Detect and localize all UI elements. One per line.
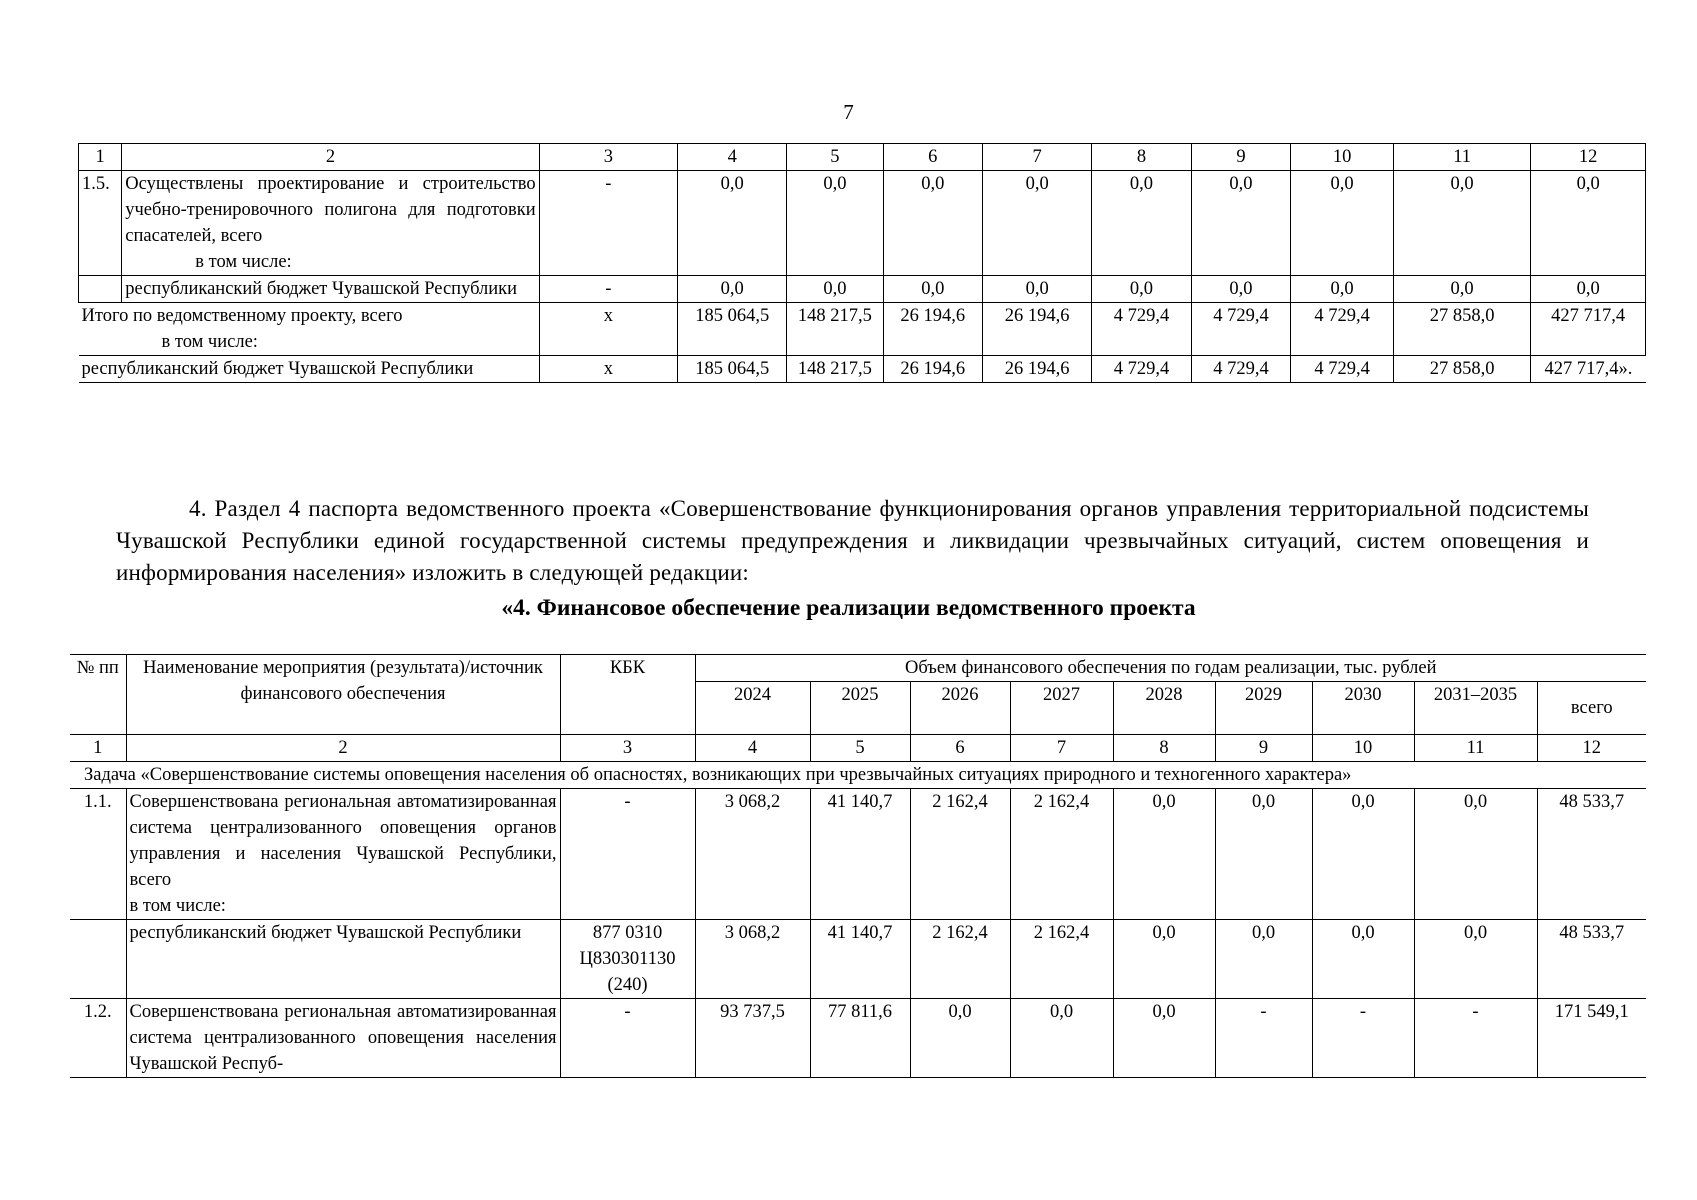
value-cell: - <box>1414 999 1537 1078</box>
value-cell: 0,0 <box>1191 171 1290 276</box>
value-cell: 0,0 <box>1092 171 1191 276</box>
col-number: 2 <box>122 144 539 171</box>
col-number: 1 <box>79 144 122 171</box>
section-title: «4. Финансовое обеспечение реализации ведомственного проекта <box>501 595 1196 621</box>
value-cell: 0,0 <box>678 276 787 303</box>
value-cell: 2 162,4 <box>910 920 1010 999</box>
row-number: 1.5. <box>79 171 122 276</box>
value-cell: 0,0 <box>1531 276 1646 303</box>
value-cell: 4 729,4 <box>1092 303 1191 356</box>
value-cell: 2 162,4 <box>1010 789 1113 920</box>
row-name: республиканский бюджет Чувашской Республики <box>126 920 560 999</box>
value-cell: 4 729,4 <box>1291 303 1394 356</box>
row-name: Совершенствована региональная автоматизированная система централизованного оповещения населения Чувашской Респуб- <box>126 999 560 1078</box>
value-cell: 26 194,6 <box>983 303 1092 356</box>
table-row <box>70 789 1646 920</box>
value-cell: 0,0 <box>983 276 1092 303</box>
header-name: Наименование мероприятия (результата)/источник финансового обеспечения <box>126 655 560 735</box>
value-cell: 3 068,2 <box>695 789 810 920</box>
value-cell: 3 068,2 <box>695 920 810 999</box>
kbk-cell: - <box>560 999 695 1078</box>
total-budget-row <box>79 356 1646 383</box>
kbk-cell: х <box>539 303 677 356</box>
header-year: 2026 <box>910 682 1010 735</box>
row-number: 1.2. <box>70 999 126 1078</box>
value-cell: 0,0 <box>1414 789 1537 920</box>
table-row <box>70 999 1646 1078</box>
value-cell: - <box>1312 999 1414 1078</box>
value-cell: 93 737,5 <box>695 999 810 1078</box>
value-cell: 0,0 <box>787 171 883 276</box>
value-cell: 171 549,1 <box>1537 999 1646 1078</box>
value-cell: 0,0 <box>1414 920 1537 999</box>
page-number: 7 <box>843 100 854 124</box>
col-number: 4 <box>678 144 787 171</box>
amendment-paragraph: 4. Раздел 4 паспорта ведомственного проекта «Совершенствование функционирования органов управления территориальной подсистемы Чувашской Республики единой государственной системы предупреждения и ликвидации чрезвычайных ситуаций, систем оповещения и информирования населения» изложить в следующей редакции: <box>116 496 1589 585</box>
row-name-sub: в том числе: <box>129 896 226 916</box>
col-number: 8 <box>1113 735 1215 762</box>
header-year: 2025 <box>810 682 910 735</box>
total-label-sub: в том числе: <box>161 332 258 352</box>
value-cell: 48 533,7 <box>1537 920 1646 999</box>
task-row <box>70 762 1646 789</box>
value-cell: 4 729,4 <box>1092 356 1191 383</box>
header-year: 2027 <box>1010 682 1113 735</box>
row-name-text: Совершенствована региональная автоматизированная система централизованного оповещения органов управления и населения Чувашской Республики, всего <box>129 792 557 890</box>
value-cell: 0,0 <box>1113 920 1215 999</box>
value-cell: 0,0 <box>1215 789 1312 920</box>
col-number: 12 <box>1531 144 1646 171</box>
table-row <box>79 171 1646 276</box>
value-cell: 2 162,4 <box>1010 920 1113 999</box>
value-cell: 27 858,0 <box>1393 303 1530 356</box>
value-cell: 148 217,5 <box>787 356 883 383</box>
value-cell: 0,0 <box>1113 789 1215 920</box>
col-number: 7 <box>1010 735 1113 762</box>
header-kbk: КБК <box>560 655 695 735</box>
row-number <box>70 920 126 999</box>
col-number: 12 <box>1537 735 1646 762</box>
value-cell: 0,0 <box>1531 171 1646 276</box>
value-cell: 427 717,4 <box>1531 303 1646 356</box>
value-cell: 4 729,4 <box>1191 356 1290 383</box>
col-number: 1 <box>70 735 126 762</box>
row-name-text: Осуществлены проектирование и строительство учебно-тренировочного полигона для подготовки спасателей, всего <box>125 174 536 246</box>
value-cell: 0,0 <box>1092 276 1191 303</box>
value-cell: 0,0 <box>1191 276 1290 303</box>
row-name <box>122 171 539 276</box>
value-cell: 77 811,6 <box>810 999 910 1078</box>
col-number: 8 <box>1092 144 1191 171</box>
col-number: 4 <box>695 735 810 762</box>
row-name-sub: в том числе: <box>195 252 292 272</box>
value-cell: 0,0 <box>1291 171 1394 276</box>
total-label-text: Итого по ведомственному проекту, всего <box>81 306 403 326</box>
value-cell: - <box>1215 999 1312 1078</box>
col-number: 7 <box>983 144 1092 171</box>
col-number: 2 <box>126 735 560 762</box>
column-number-row <box>70 735 1646 762</box>
total-budget-label: республиканский бюджет Чувашской Республики <box>79 356 540 383</box>
value-cell: 41 140,7 <box>810 920 910 999</box>
value-cell: 0,0 <box>1113 999 1215 1078</box>
value-cell: 2 162,4 <box>910 789 1010 920</box>
total-label <box>79 303 540 356</box>
col-number: 10 <box>1312 735 1414 762</box>
value-cell: 0,0 <box>910 999 1010 1078</box>
row-name <box>126 789 560 920</box>
col-number: 3 <box>539 144 677 171</box>
kbk-cell: х <box>539 356 677 383</box>
header-year: 2024 <box>695 682 810 735</box>
value-cell: 0,0 <box>1393 276 1530 303</box>
value-cell: 0,0 <box>883 276 982 303</box>
task-title: Задача «Совершенствование системы оповещения населения об опасностях, возникающих при чрезвычайных ситуациях природного и техногенного характера» <box>70 762 1646 789</box>
kbk-cell: - <box>539 171 677 276</box>
row-name: республиканский бюджет Чувашской Республики <box>122 276 539 303</box>
header-year: 2031–2035 <box>1414 682 1537 735</box>
row-number <box>79 276 122 303</box>
col-number: 5 <box>787 144 883 171</box>
table-row <box>79 276 1646 303</box>
value-cell: 41 140,7 <box>810 789 910 920</box>
value-cell: 185 064,5 <box>678 356 787 383</box>
total-row <box>79 303 1646 356</box>
value-cell: 0,0 <box>983 171 1092 276</box>
header-total: всего <box>1537 682 1646 735</box>
col-number: 11 <box>1393 144 1530 171</box>
col-number: 9 <box>1215 735 1312 762</box>
kbk-cell: 877 0310 Ц830301130 (240) <box>560 920 695 999</box>
value-cell: 0,0 <box>1291 276 1394 303</box>
header-year: 2028 <box>1113 682 1215 735</box>
value-cell: 4 729,4 <box>1291 356 1394 383</box>
value-cell: 0,0 <box>787 276 883 303</box>
value-cell: 0,0 <box>1215 920 1312 999</box>
col-number: 10 <box>1291 144 1394 171</box>
column-number-row <box>79 144 1646 171</box>
value-cell: 0,0 <box>883 171 982 276</box>
value-cell: 48 533,7 <box>1537 789 1646 920</box>
value-cell: 26 194,6 <box>883 303 982 356</box>
value-cell: 0,0 <box>1393 171 1530 276</box>
row-number: 1.1. <box>70 789 126 920</box>
value-cell: 148 217,5 <box>787 303 883 356</box>
continued-financing-table <box>78 143 1646 383</box>
header-year: 2030 <box>1312 682 1414 735</box>
col-number: 6 <box>910 735 1010 762</box>
value-cell: 0,0 <box>1010 999 1113 1078</box>
header-year: 2029 <box>1215 682 1312 735</box>
value-cell: 0,0 <box>678 171 787 276</box>
financing-table <box>70 654 1646 1078</box>
value-cell: 185 064,5 <box>678 303 787 356</box>
value-cell: 0,0 <box>1312 789 1414 920</box>
value-cell: 27 858,0 <box>1393 356 1530 383</box>
kbk-cell: - <box>560 789 695 920</box>
value-cell: 26 194,6 <box>983 356 1092 383</box>
value-cell: 4 729,4 <box>1191 303 1290 356</box>
header-row <box>70 655 1646 682</box>
value-cell: 0,0 <box>1312 920 1414 999</box>
header-num: № пп <box>70 655 126 735</box>
table-row <box>70 920 1646 999</box>
col-number: 3 <box>560 735 695 762</box>
value-cell: 427 717,4». <box>1531 356 1646 383</box>
header-volume: Объем финансового обеспечения по годам реализации, тыс. рублей <box>695 655 1646 682</box>
col-number: 9 <box>1191 144 1290 171</box>
col-number: 11 <box>1414 735 1537 762</box>
col-number: 5 <box>810 735 910 762</box>
value-cell: 26 194,6 <box>883 356 982 383</box>
col-number: 6 <box>883 144 982 171</box>
kbk-cell: - <box>539 276 677 303</box>
